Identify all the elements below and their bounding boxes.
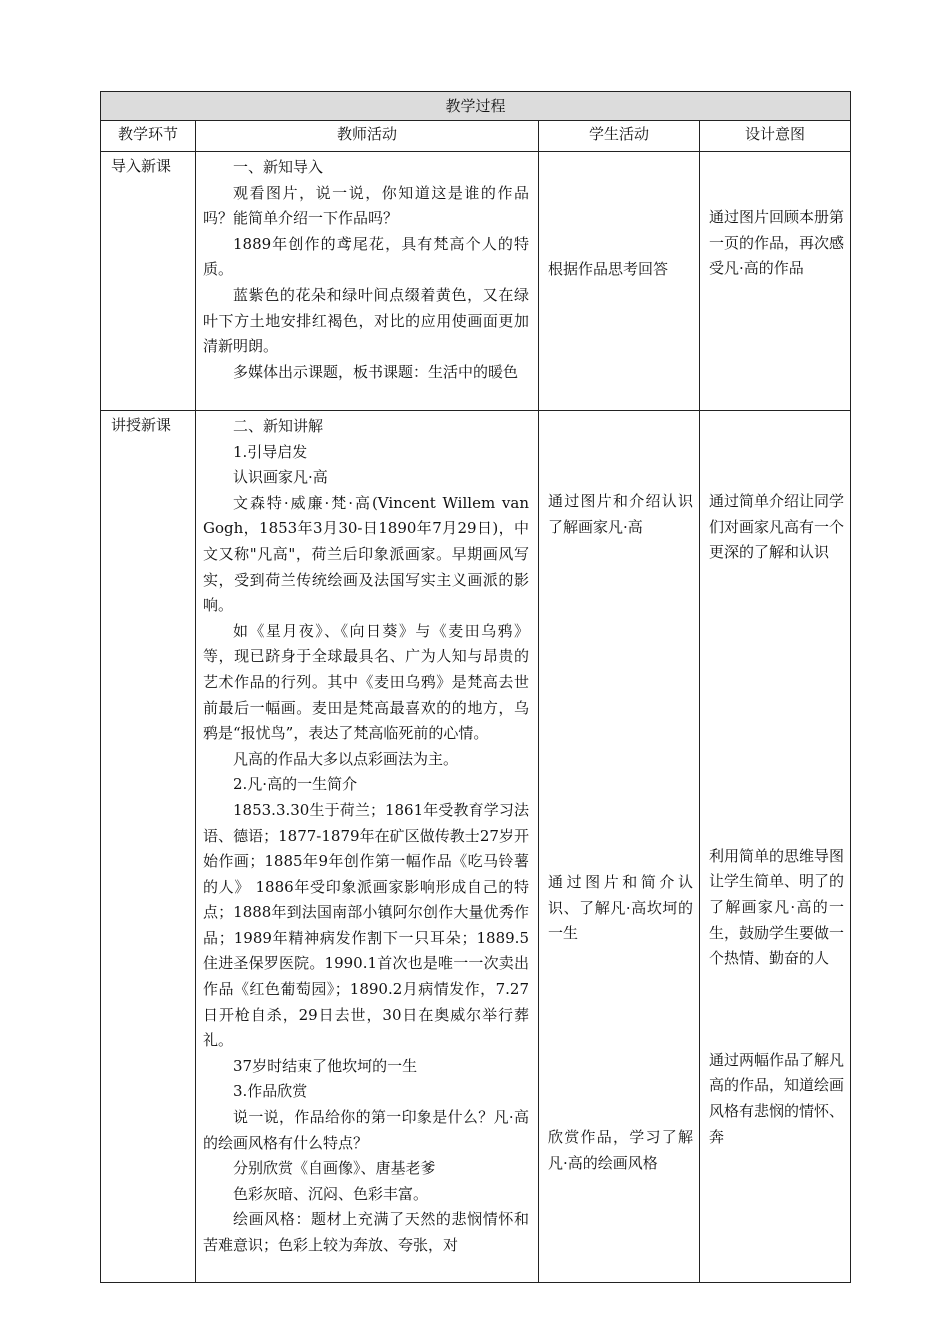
table-row-lecture — [101, 411, 851, 1283]
design-intent-text: 利用简单的思维导图让学生简单、明了的了解画家凡·高的一生，鼓励学生要做一个热情、勤奋的人 — [709, 846, 845, 968]
design-intent-text: 通过两幅作品了解凡高的作品，知道绘画风格有悲悯的情怀、奔 — [709, 1050, 845, 1146]
table-title-row — [101, 92, 851, 121]
student-activity-cell — [539, 152, 700, 411]
design-intent-cell — [700, 411, 851, 1283]
teacher-paragraph: 分别欣赏《自画像》、唐基老爹 — [233, 1159, 436, 1178]
teaching-process-table — [100, 91, 851, 1283]
teacher-paragraph: 文森特·威廉·梵·高(Vincent Willem van Gogh，1853年3月30-日1890年7月29日)，中文又称"凡高"，荷兰后印象派画家。早期画风写实，受到荷兰传统绘画及法国写实主义画派的影响。 — [203, 493, 529, 615]
teacher-paragraph: 二、新知讲解 — [233, 417, 324, 435]
teacher-paragraph: 如《星月夜》、《向日葵》与《麦田乌鸦》等，现已跻身于全球最具名、广为人知与昂贵的艺术作品的行列。其中《麦田乌鸦》是梵高去世前最后一幅画。麦田是梵高最喜欢的的地方，乌鸦是“报忧鸟”，表达了梵高临死前的心情。 — [203, 621, 529, 743]
teacher-paragraph: 多媒体出示课题，板书课题：生活中的暖色 — [233, 362, 519, 381]
header-teacher-activity: 教师活动 — [196, 121, 539, 152]
teacher-paragraph: 一、新知导入 — [233, 158, 324, 176]
teacher-paragraph: 认识画家凡·高 — [233, 468, 328, 487]
teacher-paragraph: 观看图片，说一说，你知道这是谁的作品吗？能简单介绍一下作品吗？ — [203, 183, 529, 228]
teacher-paragraph: 1.引导启发 — [233, 442, 308, 461]
teacher-paragraph: 说一说，作品给你的第一印象是什么？凡·高的绘画风格有什么特点？ — [203, 1108, 529, 1152]
teacher-paragraph: 37岁时结束了他坎坷的一生 — [233, 1056, 418, 1075]
design-intent-text: 通过简单介绍让同学们对画家凡高有一个更深的了解和认识 — [709, 492, 845, 562]
teacher-paragraph: 凡高的作品大多以点彩画法为主。 — [233, 749, 459, 768]
header-stage: 教学环节 — [101, 121, 196, 152]
table-header-row — [101, 121, 851, 152]
student-activity-cell — [539, 411, 700, 1283]
teacher-activity-cell — [196, 411, 539, 1283]
teacher-activity-cell — [196, 152, 539, 411]
header-student-activity: 学生活动 — [539, 121, 700, 152]
teacher-paragraph: 2.凡·高的一生简介 — [233, 775, 358, 794]
student-activity-text: 根据作品思考回答 — [548, 260, 669, 278]
student-activity-text: 通过图片和介绍认识了解画家凡·高 — [548, 492, 693, 536]
teacher-paragraph: 色彩灰暗、沉闷、色彩丰富。 — [233, 1184, 429, 1203]
stage-cell: 讲授新课 — [101, 411, 196, 1283]
header-design-intent: 设计意图 — [700, 121, 851, 152]
teacher-paragraph: 1889年创作的鸢尾花，具有梵高个人的特质。 — [203, 234, 529, 279]
stage-cell: 导入新课 — [101, 152, 196, 411]
table-title: 教学过程 — [101, 92, 851, 121]
teacher-paragraph: 绘画风格：题材上充满了天然的悲悯情怀和苦难意识；色彩上较为奔放、夸张，对 — [203, 1210, 529, 1254]
student-activity-text: 通过图片和简介认识、了解凡·高坎坷的一生 — [548, 873, 693, 943]
teacher-paragraph: 3.作品欣赏 — [233, 1082, 308, 1101]
teacher-paragraph: 蓝紫色的花朵和绿叶间点缀着黄色，又在绿叶下方土地安排红褐色，对比的应用使画面更加清新明朗。 — [203, 285, 529, 356]
design-intent-cell — [700, 152, 851, 411]
table-row-intro — [101, 152, 851, 411]
student-activity-text: 欣赏作品，学习了解凡·高的绘画风格 — [548, 1127, 693, 1172]
teacher-paragraph: 1853.3.30生于荷兰；1861年受教育学习法语、德语；1877-1879年在矿区做传教士27岁开始作画；1885年9年创作第一幅作品《吃马铃薯的人》 1886年受印象派画家影响形成自己的特点；1888年到法国南部小镇阿尔创作大量优秀作品；1989年精神病发作割下一只耳朵；1889.5住进圣保罗医院。1990.1首次也是唯一一次卖出作品《红色葡萄园》；1890.2月病情发作，7.27日开枪自杀，29日去世，30日在奥威尔举行葬礼。 — [203, 800, 529, 1050]
design-intent-text: 通过图片回顾本册第一页的作品，再次感受凡·高的作品 — [709, 208, 845, 278]
